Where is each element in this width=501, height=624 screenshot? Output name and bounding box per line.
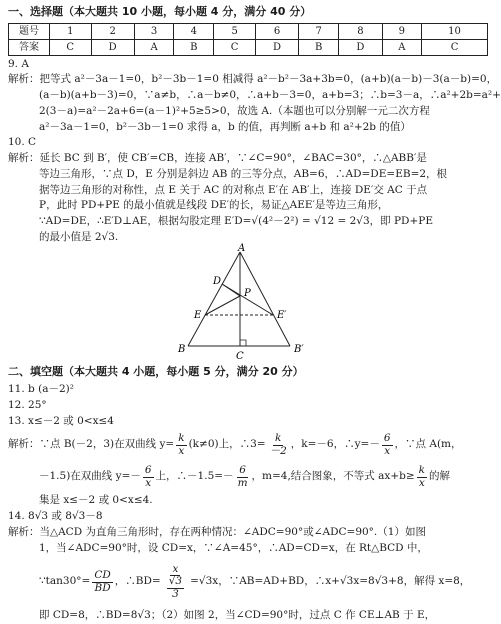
q13-analysis-line: 集是 x≤－2 或 0<x≤4.	[39, 494, 153, 507]
triangle-diagram	[158, 242, 318, 364]
q13-text: ，m=4,结合图象，不等式 ax+b≥	[251, 470, 415, 483]
fraction	[268, 433, 289, 457]
label-d: D	[213, 275, 222, 287]
fraction	[176, 433, 186, 457]
fraction-denominator: 3	[172, 588, 179, 601]
label-a: A	[238, 242, 246, 254]
q13-analysis-line	[8, 429, 492, 461]
fraction	[163, 564, 188, 601]
table-cell: C	[422, 39, 488, 55]
fraction-numerator: 6	[144, 464, 152, 477]
table-cell: C	[214, 39, 256, 55]
q13-answer: 13. x≤－2 或 0<x≤4	[8, 414, 114, 427]
q13-text: －1.5)在双曲线 y=－	[39, 470, 141, 483]
q13-text: 的解	[429, 470, 451, 483]
fraction-numerator: x	[172, 562, 179, 575]
table-cell: A	[382, 39, 421, 55]
fraction-numerator: 6	[383, 432, 391, 445]
table-header-cell: 题号	[9, 23, 50, 39]
table-cell: 10	[422, 23, 488, 39]
q14-answer: 14. 8√3 或 8√3－8	[8, 510, 103, 522]
table-cell: 3	[134, 23, 173, 39]
table-row-question-numbers	[9, 23, 488, 39]
q10-analysis-line: ∵AD=DE，∴E′D⊥AE，根据勾股定理 E′D=√(4²－2²) = √12 = 2√3，即 PD+PE	[39, 215, 433, 227]
fraction-denominator: x	[418, 476, 425, 489]
table-cell: C	[50, 39, 92, 55]
fraction-denominator	[163, 576, 188, 600]
q9-analysis-line: a²－3a－1=0，b²－3b－1=0 求得 a，b 的值，再判断 a+b 和 a²+2b 的值）	[39, 120, 411, 133]
fraction	[236, 465, 250, 489]
q9-answer: 9. A	[8, 57, 29, 70]
fraction-numerator: k	[418, 464, 426, 477]
q10-analysis-line: 解析：延长 BC 到 B′，使 CB′=CB，连接 AB′，∵∠C=90°，∠BAC=30°，∴△ABB′是	[8, 152, 427, 164]
q9-analysis-line: 解析：把等式 a²－3a－1=0，b²－3b－1=0 相减得 a²－b²－3a+3b=0，(a+b)(a－b)－3(a－b)=0，	[8, 73, 498, 86]
label-e-prime: E′	[277, 309, 287, 321]
table-row-answers	[9, 39, 488, 55]
q10-analysis-line: P，此时 PD+PE 的最小值就是线段 DE′的长，易证△AEE′是等边三角形，	[39, 199, 389, 212]
fraction-denominator: x	[384, 444, 391, 457]
q13-text: ，k=－6，∴y=－	[290, 438, 380, 451]
q9-analysis-line: (a－b)(a+b－3)=0，∵a≠b，∴a－b≠0，∴a+b－3=0，a+b=3；∴b=3－a，∴a²+2b=a²+	[39, 89, 501, 101]
right-angle-mark	[240, 340, 246, 346]
fraction-denominator: x	[145, 476, 152, 489]
segment-ab	[188, 252, 240, 346]
table-cell: 2	[91, 23, 134, 39]
triangle-figure	[8, 242, 488, 364]
q14-analysis-line: 解析：当△ACD 为直角三角形时，存在两种情况：∠ADC=90°或∠ADC=90°.（1）如图	[8, 525, 426, 538]
section2-title: 二、填空题（本大题共 4 小题，每小题 5 分，满分 20 分）	[8, 364, 304, 378]
table-cell: 6	[255, 23, 298, 39]
nested-fraction	[167, 576, 184, 600]
q12-answer: 12. 25°	[8, 398, 47, 411]
fraction	[143, 465, 154, 489]
label-e: E	[194, 309, 202, 321]
fraction-numerator: CD	[94, 569, 111, 582]
q13-text: 解析：∵点 B(－2，3)在双曲线 y=	[8, 438, 175, 451]
table-cell: 5	[214, 23, 256, 39]
fraction-denominator: x	[178, 444, 185, 457]
fraction-numerator: 6	[239, 464, 246, 477]
q10-answer: 10. C	[8, 136, 37, 149]
q13-text: ，∵点 A(m，	[394, 438, 462, 451]
q11-answer: 11. b (a－2)²	[8, 383, 74, 395]
fraction-numerator: k	[274, 432, 282, 445]
q14-text: =√3x，∵AB=AD+BD，∴x+√3x=8√3+8，解得 x=8，	[190, 575, 471, 588]
q13-text: 上，∴－1.5=－	[155, 470, 234, 483]
fraction	[417, 465, 427, 489]
label-b: B	[178, 343, 186, 355]
table-cell: A	[134, 39, 173, 55]
q14-analysis-line: 1，当∠ADC=90°时，设 CD=x，∵∠A=45°，∴AD=CD=x，在 Rt△BCD 中，	[39, 541, 428, 554]
fraction-numerator: √3	[168, 575, 183, 588]
answer-table	[8, 23, 488, 56]
q10-analysis-line: 等边三角形，∵点 D，E 分别是斜边 AB 的三等分点，AB=6，∴AD=DE=EB=2，根	[39, 167, 448, 180]
table-cell: 9	[382, 23, 421, 39]
q14-analysis-line	[8, 556, 492, 608]
label-p: P	[244, 287, 251, 299]
table-cell: 7	[299, 23, 339, 39]
table-header-cell: 答案	[9, 39, 50, 55]
label-c: C	[236, 350, 244, 362]
table-cell: 8	[339, 23, 382, 39]
q14-text: ，∴BD=	[114, 575, 161, 588]
q10-analysis-line: 的最小值是 2√3.	[39, 230, 119, 243]
fraction-numerator: k	[178, 432, 185, 445]
fraction	[382, 433, 393, 457]
q10-analysis-line: 据等边三角形的对称性，点 E 关于 AC 的对称点 E′在 AB′上，连接 DE′交 AC 于点	[39, 183, 428, 196]
q13-text: (k≠0)上，∴3=	[188, 438, 266, 451]
table-cell: B	[174, 39, 214, 55]
fraction-denominator: BD	[94, 581, 111, 594]
table-cell: 1	[50, 23, 92, 39]
table-cell: D	[339, 39, 382, 55]
segment-dp	[222, 284, 240, 296]
fraction-denominator: －2	[269, 444, 287, 457]
label-b-prime: B′	[294, 343, 304, 355]
q9-analysis-line: 2(3－a)=a²－2a+6=(a－1)²+5≥5>0，故选 A.（本题也可以分别解一元二次方程	[39, 104, 430, 117]
table-cell: B	[299, 39, 339, 55]
fraction	[92, 570, 112, 594]
q14-text: ∵tan30°=	[39, 575, 91, 588]
table-cell: D	[91, 39, 134, 55]
table-cell: 4	[174, 23, 214, 39]
q14-analysis-line: 即 CD=8，∴BD=8√3；（2）如图 2，当∠CD=90°时，过点 C 作 CE⊥AB 于 E，	[39, 609, 436, 622]
q13-analysis-line	[8, 461, 492, 493]
table-cell: D	[255, 39, 298, 55]
fraction-denominator: m	[237, 476, 248, 489]
section1-title: 一、选择题（本大题共 10 小题，每小题 4 分，满分 40 分）	[8, 5, 312, 18]
